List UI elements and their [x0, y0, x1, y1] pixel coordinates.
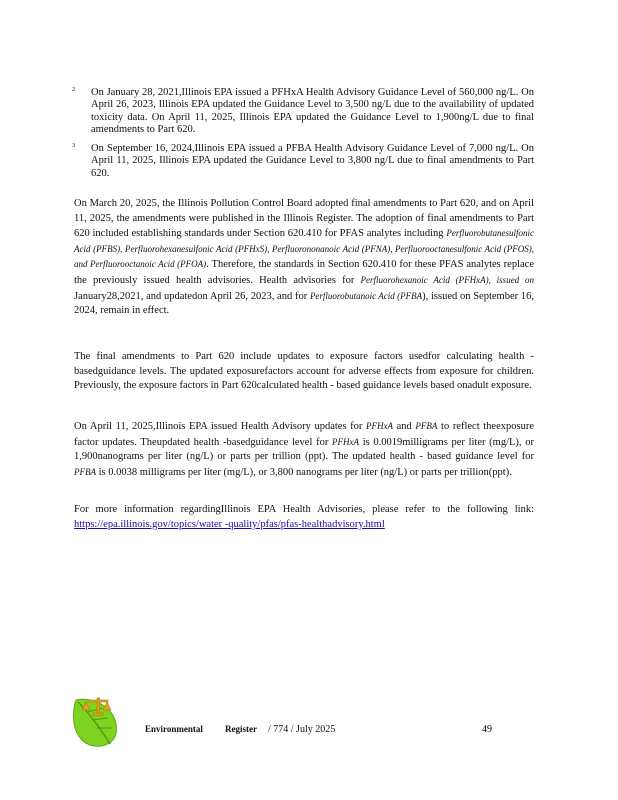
illinois-register-logo: [70, 694, 126, 750]
chemical-list: Perfluorobutanesulfonic Acid (PFBS), Perfluorohexanesulfonic Acid (PFHxS), Perfluorononanoic Acid (PFNA), Perfluorooctanesulfonic Acid (PFOS), and Perfluorooctanoic Acid (PFOA): [74, 228, 534, 270]
health-advisory-link[interactable]: https://epa.illinois.gov/topics/water -quality/pfas/pfas-healthadvisory.html: [74, 518, 385, 530]
para-text: On April 11, 2025,Illinois EPA issued Health Advisory updates for: [74, 421, 367, 432]
para-text: . Therefore, the standards in Section 620.410 for these PFAS analytes replace the previously issued health advisories. Health advisories for: [74, 259, 534, 286]
paragraph-more-information: [74, 503, 534, 532]
paragraph-part-620-amendments: [74, 197, 534, 319]
footnote-2: [74, 87, 534, 137]
chemical-abbrev: PFBA: [74, 466, 96, 477]
para-text: is 0.0019milligrams per liter (mg/L), or 1,900nanograms per liter (ng/L) or parts per trillion (ppt). The updated health - based guidance level for: [74, 436, 534, 463]
footnote-mark: 3: [72, 142, 76, 149]
para-text: On March 20, 2025, the Illinois Pollution Control Board adopted final amendments to Part 620, and on April 11, 2025, the amendments were published in the Illinois Register. The adoption of final amendments to Part 620 included establishing standards under Section 620.410 for PFAS analytes including: [74, 198, 534, 240]
para-text: to reflect theexposure factor updates. Theupdated health -basedguidance level for: [74, 421, 534, 448]
footer-register: Register: [225, 724, 257, 734]
chemical-name: Perfluorohexanoic Acid (PFHxA), issued on: [360, 274, 534, 285]
footnote-text: On January 28, 2021,Illinois EPA issued a PFHxA Health Advisory Guidance Level of 560,000 ng/L. On April 26, 2023, Illinois EPA updated the Guidance Level to 3,500 ng/L due to the availability of updated toxicity data. On April 11, 2025, Illinois EPA updated the Guidance Level to 1,900ng/L due to final amendments to Part 620.: [91, 87, 534, 136]
paragraph-health-advisory-updates: [74, 419, 534, 480]
chemical-abbrev: PFHxA: [366, 421, 394, 431]
chemical-name: Perfluorobutanoic Acid (PFBA: [309, 290, 423, 301]
page-number: 49: [482, 724, 492, 735]
para-text: ), issued on September 16, 2024, remain in effect.: [74, 290, 534, 317]
para-text: is 0.0038 milligrams per liter (mg/L), or 3,800 nanograms per liter (ng/L) or parts per trillion(ppt).: [96, 466, 512, 478]
footnote-text: On September 16, 2024,Illinois EPA issued a PFBA Health Advisory Guidance Level of 7,000 ng/L. On April 11, 2025, Illinois EPA updated the Guidance Level to 3,800 ng/L due to final amendments to Part 620.: [91, 143, 534, 179]
para-text: and: [393, 421, 416, 432]
para-text: For more information regardingIllinois EPA Health Advisories, please refer to the following link:: [74, 504, 534, 515]
chemical-abbrev: PFHxA: [332, 436, 360, 447]
chemical-abbrev: PFBA: [415, 421, 438, 431]
paragraph-exposure-factors: [74, 350, 534, 394]
footer-issue: / 774 / July 2025: [268, 724, 336, 735]
para-text: The final amendments to Part 620 include updates to exposure factors usedfor calculating health - basedguidance levels. The updated exposurefactors account for adverse effects from exposure for children. Previously, the exposure factors in Part 620calculated health - based guidance levels based onadult exposure.: [74, 351, 534, 392]
footnote-mark: 2: [72, 86, 76, 93]
footer-environmental: Environmental: [145, 724, 203, 734]
footnote-3: [74, 143, 534, 180]
para-text: January28,2021, and updatedon April 26, 2023, and for: [74, 290, 310, 302]
